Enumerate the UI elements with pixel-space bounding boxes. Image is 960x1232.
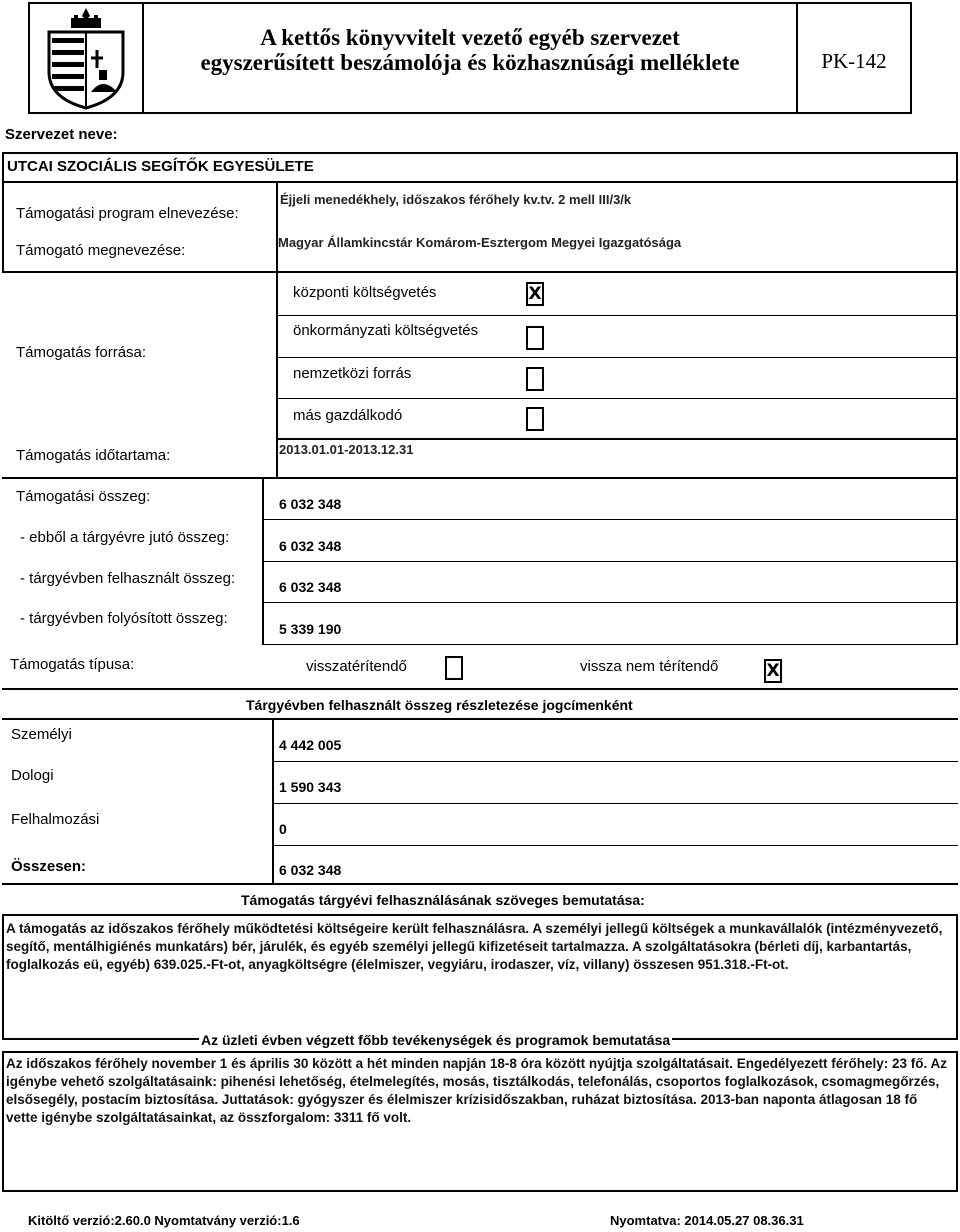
org-name-value: UTCAI SZOCIÁLIS SEGÍTŐK EGYESÜLETE xyxy=(7,158,314,175)
divider xyxy=(262,602,958,603)
form-title-line2: egyszerűsített beszámolója és közhasznúsági melléklete xyxy=(200,50,740,75)
divider xyxy=(272,845,958,846)
divider xyxy=(956,152,958,272)
divider xyxy=(272,718,274,884)
supporter-label: Támogató megnevezése: xyxy=(16,242,186,259)
type-nonrefundable-checkbox[interactable]: X xyxy=(764,659,782,683)
divider xyxy=(276,273,278,479)
source-option-international: nemzetközi forrás xyxy=(293,365,412,382)
divider xyxy=(2,477,958,479)
type-refundable-checkbox[interactable] xyxy=(445,656,463,680)
divider xyxy=(272,803,958,804)
breakdown-capital-value: 0 xyxy=(279,821,287,837)
usage-text-box xyxy=(2,914,958,1040)
source-label: Támogatás forrása: xyxy=(16,344,147,361)
source-municipal-checkbox[interactable] xyxy=(526,326,544,350)
usage-title: Támogatás tárgyévi felhasználásának szöveges bemutatása: xyxy=(241,892,645,908)
year-amount-label: - ebből a tárgyévre jutó összeg: xyxy=(20,529,230,546)
total-amount-label: Támogatási összeg: xyxy=(16,488,151,505)
footer-printed: Nyomtatva: 2014.05.27 08.36.31 xyxy=(610,1213,804,1228)
header-logo-box xyxy=(28,2,144,114)
activities-title: Az üzleti évben végzett főbb tevékenységek és programok bemutatása xyxy=(201,1032,671,1048)
divider xyxy=(262,561,958,562)
duration-label: Támogatás időtartama: xyxy=(16,447,171,464)
coat-of-arms-icon xyxy=(41,6,131,110)
program-name-value: Éjjeli menedékhely, időszakos férőhely kv.tv. 2 mell III/3/k xyxy=(280,192,632,207)
activities-text-box xyxy=(2,1051,958,1192)
paid-amount-label: - tárgyévben folyósított összeg: xyxy=(20,610,228,627)
divider xyxy=(272,761,958,762)
divider xyxy=(262,519,958,520)
used-amount-label: - tárgyévben felhasznált összeg: xyxy=(20,570,236,587)
divider xyxy=(2,883,958,885)
divider xyxy=(2,718,958,720)
breakdown-material-label: Dologi xyxy=(11,767,54,784)
divider xyxy=(276,438,958,440)
source-central-checkbox[interactable]: X xyxy=(526,282,544,306)
divider xyxy=(2,688,958,690)
org-name-label: Szervezet neve: xyxy=(5,126,118,143)
used-amount-value: 6 032 348 xyxy=(279,579,342,595)
duration-value: 2013.01.01-2013.12.31 xyxy=(279,442,414,457)
source-option-other: más gazdálkodó xyxy=(293,407,403,424)
form-code: PK-142 xyxy=(821,49,887,73)
divider xyxy=(262,644,958,645)
divider xyxy=(2,271,958,273)
divider xyxy=(276,183,278,273)
year-amount-value: 6 032 348 xyxy=(279,538,342,554)
divider xyxy=(276,357,958,358)
source-international-checkbox[interactable] xyxy=(526,367,544,391)
footer-version: Kitöltő verzió:2.60.0 Nyomtatvány verzió:1.6 xyxy=(28,1213,300,1228)
divider xyxy=(276,315,958,316)
header-title-box xyxy=(142,2,798,114)
paid-amount-value: 5 339 190 xyxy=(279,621,342,637)
usage-text: A támogatás az időszakos férőhely működtetési költségeire került felhasználásra. A személyi jellegű költségek a munkavállalók (intézményvezető, segítő, mentálhigiénés munkatárs) bér, járulék, és egyéb személyi jellegű kifizetéseit tartalmazza. A szolgáltatásokra (bérleti díj, karbantartás, foglalkozás eü, egyéb) 639.025.-Ft-ot, anyagköltségre (élelmiszer, vegyiáru, irodaszer, víz, villany) összesen 951.318.-Ft-ot. xyxy=(6,921,947,972)
type-label: Támogatás típusa: xyxy=(10,656,135,673)
breakdown-material-value: 1 590 343 xyxy=(279,779,342,795)
header-code-box xyxy=(796,2,912,114)
type-refundable-label: visszatérítendő xyxy=(306,658,407,675)
program-name-label: Támogatási program elnevezése: xyxy=(16,205,239,222)
divider xyxy=(2,181,958,183)
form-title-line1: A kettős könyvvitelt vezető egyéb szervezet xyxy=(260,25,680,50)
breakdown-total-value: 6 032 348 xyxy=(279,862,342,878)
divider xyxy=(956,273,958,479)
type-nonrefundable-label: vissza nem térítendő xyxy=(580,658,719,675)
breakdown-total-label: Összesen: xyxy=(11,858,87,875)
source-other-checkbox[interactable] xyxy=(526,407,544,431)
total-amount-value: 6 032 348 xyxy=(279,496,342,512)
breakdown-personal-label: Személyi xyxy=(11,726,72,743)
divider xyxy=(2,152,4,272)
divider xyxy=(262,477,264,645)
source-option-municipal: önkormányzati költségvetés xyxy=(293,322,479,339)
breakdown-title: Tárgyévben felhasznált összeg részletezése jogcímenként xyxy=(246,697,633,713)
breakdown-personal-value: 4 442 005 xyxy=(279,737,342,753)
source-option-central: központi költségvetés xyxy=(293,284,437,301)
supporter-value: Magyar Államkincstár Komárom-Esztergom Megyei Igazgatósága xyxy=(278,235,682,250)
divider xyxy=(276,398,958,399)
divider xyxy=(2,152,958,154)
activities-text: Az időszakos férőhely november 1 és április 30 között a hét minden napján 18-8 óra között nyújtja szolgáltatásait. Engedélyezett férőhely: 23 fő. Az igénybe vehető szolgáltatásaink: pihenési lehetőség, ételmelegítés, mosás, tisztálkodás, telefonálás, csoportos foglalkozások, csomagmegőrzés, elsősegély, postacím biztosítása. Juttatások: gyógyszer és élelmiszer krízisidőszakban, ruházat biztosítása. 2013-ban naponta átlagosan 18 fő vette igénybe szolgáltatásainkat, az összforgalom: 3311 fő volt. xyxy=(6,1056,951,1125)
divider xyxy=(956,477,958,645)
breakdown-capital-label: Felhalmozási xyxy=(11,811,100,828)
